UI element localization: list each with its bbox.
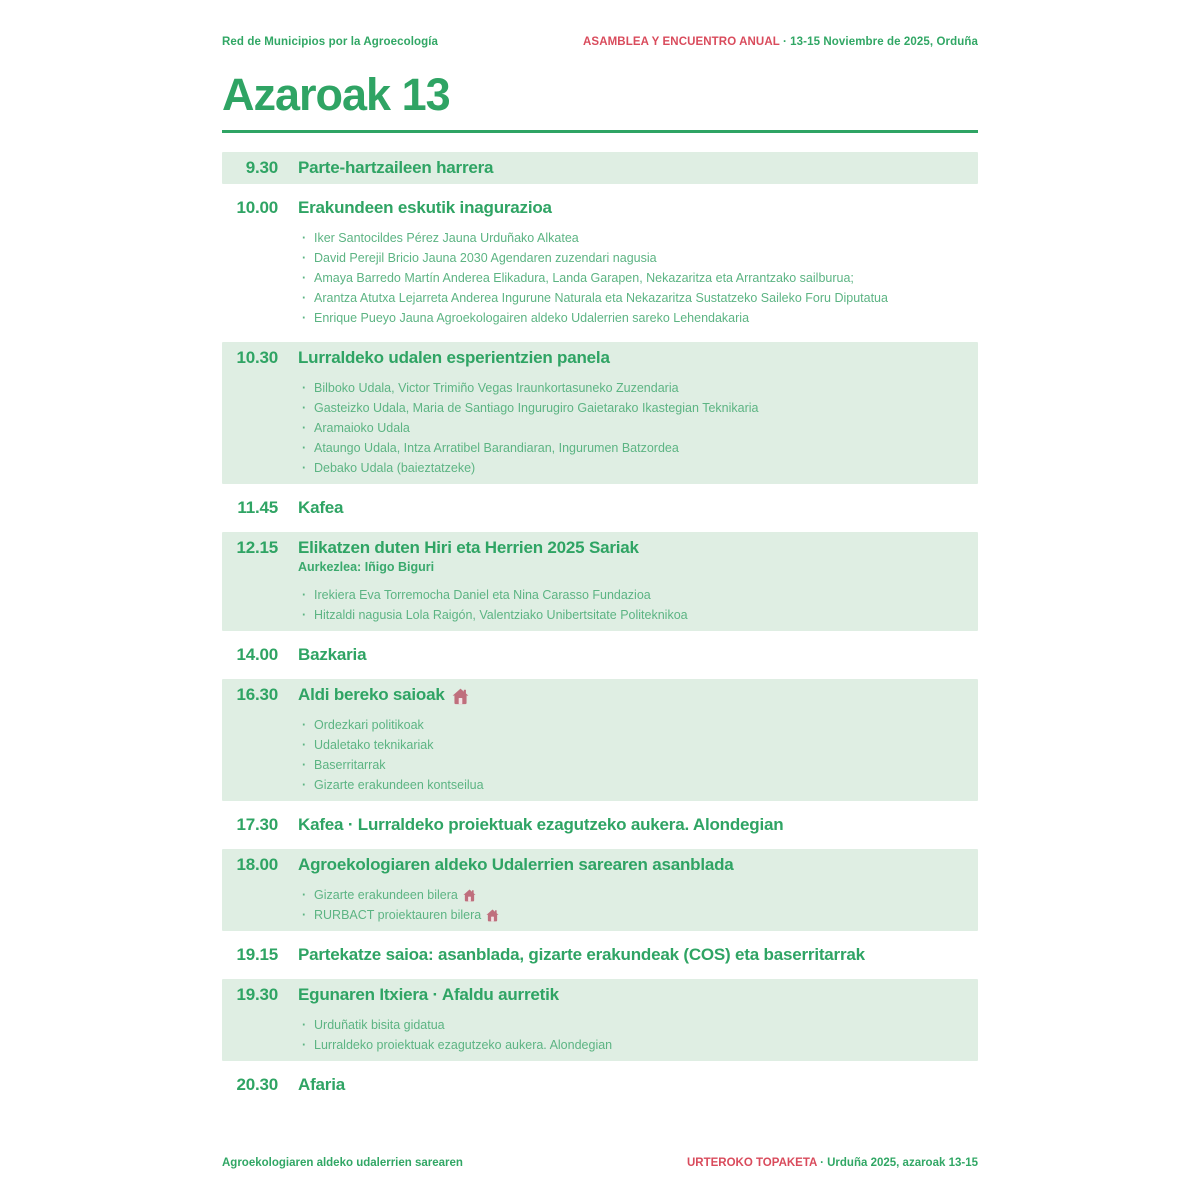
bullet-text: Udaletako teknikariak [314,738,434,752]
event-title: Lurraldeko udalen esperientzien panela [298,348,610,367]
footer-event-info [687,1157,978,1169]
event-title: Parte-hartzaileen harrera [298,158,494,177]
event-title: Agroekologiaren aldeko Udalerrien sarearen asanblada [298,855,734,874]
bullet-item [302,308,968,328]
bullet-dot: · [302,608,307,622]
event-time: 10.30 [236,348,278,367]
event-body [298,985,968,1055]
house-icon [452,688,469,705]
bullet-item [302,398,968,418]
bullet-dot: · [302,441,307,455]
page-footer [222,1157,978,1169]
event-time: 9.30 [245,158,278,177]
page-header [222,36,978,48]
bullet-item [302,1015,968,1035]
event-title-line [298,498,968,518]
event-bullets [298,885,968,925]
event-body [298,1075,968,1095]
event-title: Elikatzen duten Hiri eta Herrien 2025 Sariak [298,538,639,557]
title-divider [222,130,978,133]
bullet-text: Gasteizko Udala, Maria de Santiago Ingurugiro Gaietarako Ikastegian Teknikaria [314,401,759,415]
event-time: 19.15 [236,945,278,964]
bullet-text: Amaya Barredo Martín Anderea Elikadura, Landa Garapen, Nekazaritza eta Arrantzako sailburua; [314,271,854,285]
bullet-dot: · [302,718,307,732]
schedule-row-10-30 [222,342,978,484]
bullet-dot: · [302,1018,307,1032]
page-title: Azaroak 13 [222,69,450,120]
event-body [298,348,968,478]
bullet-text: Bilboko Udala, Victor Trimiño Vegas Iraunkortasuneko Zuzendaria [314,381,679,395]
event-title-line [298,198,968,218]
event-body [298,815,968,835]
bullet-text: Urduñatik bisita gidatua [314,1018,445,1032]
schedule-row-11-45 [222,492,978,524]
schedule-row-16-30 [222,679,978,801]
event-title-line [298,855,968,875]
footer-event-date: · Urduña 2025, azaroak 13-15 [816,1157,978,1169]
event-time: 19.30 [236,985,278,1004]
event-time: 16.30 [236,685,278,704]
schedule-row-12-15 [222,532,978,631]
bullet-item [302,755,968,775]
event-title-line [298,1075,968,1095]
bullet-dot: · [302,401,307,415]
event-title-line [298,685,968,705]
bullet-item [302,905,968,925]
bullet-text: Lurraldeko proiektuak ezagutzeko aukera. Alondegian [314,1038,613,1052]
bullet-dot: · [302,461,307,475]
bullet-text: Debako Udala (baieztatzeke) [314,461,476,475]
header-event-date: · 13-15 Noviembre de 2025, Orduña [779,36,978,48]
event-title: Partekatze saioa: asanblada, gizarte erakundeak (COS) eta baserritarrak [298,945,865,964]
bullet-text: Arantza Atutxa Lejarreta Anderea Ingurune Naturala eta Nekazaritza Sustatzeko Saileko Foru Diputatua [314,291,888,305]
bullet-item [302,775,968,795]
event-time: 14.00 [236,645,278,664]
bullet-item [302,1035,968,1055]
bullet-item [302,585,968,605]
event-bullets [298,585,968,625]
event-bullets [298,1015,968,1055]
bullet-item [302,605,968,625]
event-body [298,498,968,518]
bullet-item [302,288,968,308]
bullet-text: Iker Santocildes Pérez Jauna Urduñako Alkatea [314,231,579,245]
bullet-item [302,715,968,735]
bullet-item [302,885,968,905]
bullet-text: Enrique Pueyo Jauna Agroekologairen aldeko Udalerrien sareko Lehendakaria [314,311,750,325]
event-time: 11.45 [237,498,278,517]
event-body [298,645,968,665]
bullet-text: Irekiera Eva Torremocha Daniel eta Nina Carasso Fundazioa [314,588,651,602]
event-title-line [298,985,968,1005]
bullet-dot: · [302,251,307,265]
bullet-dot: · [302,381,307,395]
bullet-dot: · [302,888,307,902]
event-body [298,198,968,328]
bullet-dot: · [302,421,307,435]
event-title: Erakundeen eskutik inagurazioa [298,198,552,217]
event-title-line [298,538,968,558]
schedule-row-14-00 [222,639,978,671]
event-title: Aldi bereko saioak [298,685,445,704]
bullet-text: Ordezkari politikoak [314,718,424,732]
bullet-text: Gizarte erakundeen bilera [314,888,458,902]
schedule-row-19-15 [222,939,978,971]
header-event-name: ASAMBLEA Y ENCUENTRO ANUAL [583,36,780,48]
header-network-name: Red de Municipios por la Agroecología [222,36,439,48]
bullet-dot: · [302,291,307,305]
bullet-text: Aramaioko Udala [314,421,410,435]
bullet-item [302,458,968,478]
schedule-row-18-00 [222,849,978,931]
content-column [222,36,978,1109]
event-body [298,945,968,965]
event-body [298,538,968,625]
schedule-row-9-30 [222,152,978,184]
event-title-line [298,645,968,665]
event-time: 20.30 [236,1075,278,1094]
event-bullets [298,715,968,795]
bullet-dot: · [302,778,307,792]
event-title: Egunaren Itxiera · Afaldu aurretik [298,985,559,1004]
bullet-dot: · [302,311,307,325]
bullet-item [302,248,968,268]
schedule-row-20-30 [222,1069,978,1101]
event-body [298,158,968,178]
event-time: 18.00 [236,855,278,874]
event-title: Afaria [298,1075,345,1094]
footer-network-name: Agroekologiaren aldeko udalerrien sarearen [222,1157,463,1169]
event-bullets [298,228,968,328]
event-title: Bazkaria [298,645,367,664]
footer-event-name: URTEROKO TOPAKETA [686,1157,817,1169]
bullet-item [302,378,968,398]
bullet-item [302,268,968,288]
bullet-item [302,418,968,438]
schedule-list [222,152,978,1101]
bullet-item [302,735,968,755]
event-title-line [298,158,968,178]
house-icon [486,909,499,922]
bullet-text: Gizarte erakundeen kontseilua [314,778,484,792]
bullet-item [302,228,968,248]
event-body [298,685,968,795]
event-time: 12.15 [236,538,278,557]
bullet-dot: · [302,1038,307,1052]
bullet-text: Ataungo Udala, Intza Arratibel Barandiaran, Ingurumen Batzordea [314,441,679,455]
bullet-dot: · [302,271,307,285]
event-subtitle: Aurkezlea: Iñigo Biguri [298,560,435,574]
bullet-dot: · [302,758,307,772]
bullet-dot: · [302,738,307,752]
schedule-row-19-30 [222,979,978,1061]
event-title-line [298,348,968,368]
house-icon [463,889,476,902]
event-time: 17.30 [236,815,278,834]
event-title-line [298,945,968,965]
bullet-text: Hitzaldi nagusia Lola Raigón, Valentziako Unibertsitate Politeknikoa [314,608,688,622]
bullet-dot: · [302,908,307,922]
schedule-row-10-00 [222,192,978,334]
event-bullets [298,378,968,478]
event-time: 10.00 [236,198,278,217]
schedule-row-17-30 [222,809,978,841]
bullet-text: RURBACT proiektauren bilera [314,908,482,922]
event-title: Kafea [298,498,344,517]
bullet-item [302,438,968,458]
header-event-info [583,36,978,48]
bullet-text: David Perejil Bricio Jauna 2030 Agendaren zuzendari nagusia [314,251,657,265]
bullet-dot: · [302,231,307,245]
bullet-text: Baserritarrak [314,758,386,772]
bullet-dot: · [302,588,307,602]
event-title-line [298,815,968,835]
event-body [298,855,968,925]
event-title: Kafea · Lurraldeko proiektuak ezagutzeko aukera. Alondegian [298,815,784,834]
